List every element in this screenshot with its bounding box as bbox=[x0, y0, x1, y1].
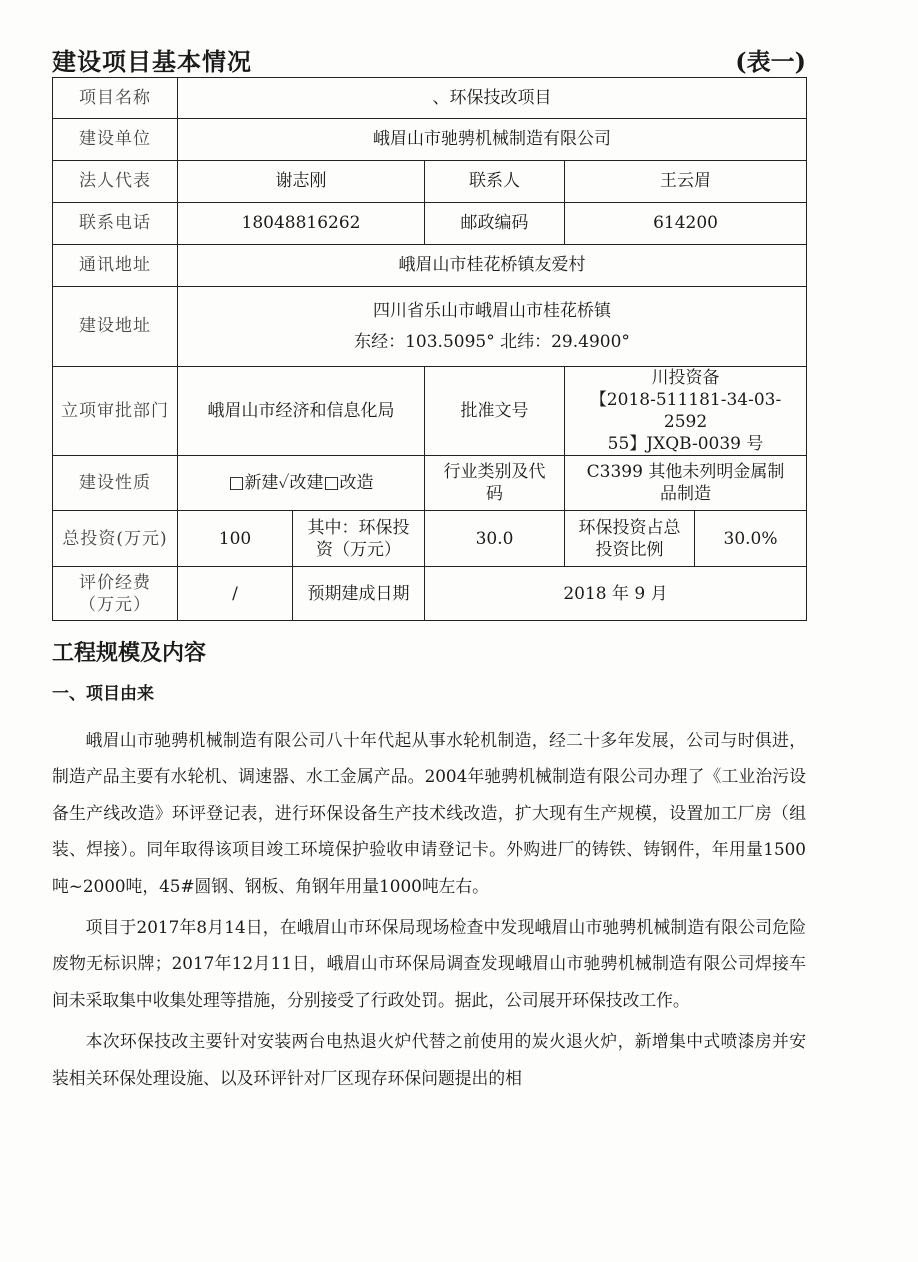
table-row bbox=[53, 511, 807, 567]
eval-fee-label bbox=[53, 567, 178, 621]
section-title: 工程规模及内容 bbox=[52, 641, 207, 666]
approval-doc-label: 批准文号 bbox=[425, 367, 565, 456]
postcode-value: 614200 bbox=[565, 203, 807, 245]
approval-doc-line-1: 川投资备 bbox=[651, 368, 720, 388]
project-name-value: 、环保技改项目 bbox=[178, 78, 807, 119]
table-row bbox=[53, 203, 807, 245]
site-value bbox=[178, 287, 807, 367]
project-name-label: 项目名称 bbox=[53, 78, 178, 119]
industry-value bbox=[565, 456, 807, 511]
eval-fee-label-line-1: 评价经费 bbox=[79, 572, 151, 593]
env-invest-value: 30.0 bbox=[425, 511, 565, 567]
site-line-1: 四川省乐山市峨眉山市桂花桥镇 bbox=[373, 301, 612, 322]
paragraph: 项目于2017年8月14日，在峨眉山市环保局现场检查中发现峨眉山市驰骋机械制造有限公司危险废物无标识牌；2017年12月11日，峨眉山市环保局调查发现峨眉山市驰骋机械制造有限公司焊接车间未采取集中收集处理等措施，分别接受了行政处罚。据此，公司展开环保技改工作。 bbox=[52, 917, 806, 1010]
env-invest-label-line-2: 资（万元） bbox=[316, 539, 401, 560]
legal-rep-label: 法人代表 bbox=[53, 161, 178, 203]
env-invest-label-line-1: 其中：环保投 bbox=[307, 517, 410, 538]
eval-fee-label-line-2: （万元） bbox=[79, 594, 151, 615]
industry-label-line-2: 码 bbox=[486, 484, 503, 505]
table-row bbox=[53, 367, 807, 456]
site-line-2: 东经：103.5095° 北纬：29.4900° bbox=[354, 331, 630, 352]
total-invest-label: 总投资(万元) bbox=[53, 511, 178, 567]
approval-dept-label: 立项审批部门 bbox=[53, 367, 178, 456]
table-row bbox=[53, 287, 807, 367]
table-number-tag: (表一) bbox=[735, 47, 806, 76]
mail-address-label: 通讯地址 bbox=[53, 245, 178, 287]
approval-doc-line-3: 55】JXQB-0039 号 bbox=[607, 434, 764, 455]
document-title: 建设项目基本情况 bbox=[52, 48, 252, 76]
postcode-label: 邮政编码 bbox=[425, 203, 565, 245]
section-subtitle: 一、项目由来 bbox=[52, 684, 154, 704]
project-info-table bbox=[52, 77, 807, 621]
nature-value: □新建✓改建□改造 bbox=[178, 456, 425, 511]
table-row bbox=[53, 567, 807, 621]
nature-label: 建设性质 bbox=[53, 456, 178, 511]
section-body bbox=[52, 722, 806, 1101]
paragraph: 本次环保技改主要针对安装两台电热退火炉代替之前使用的炭火退火炉，新增集中式喷漆房并安装相关环保处理设施、以及环评针对厂区现存环保问题提出的相 bbox=[52, 1031, 806, 1088]
industry-line-2: 品制造 bbox=[660, 484, 712, 505]
phone-label: 联系电话 bbox=[53, 203, 178, 245]
env-ratio-value: 30.0% bbox=[695, 511, 807, 567]
contact-value: 王云眉 bbox=[565, 161, 807, 203]
approval-dept-value: 峨眉山市经济和信息化局 bbox=[178, 367, 425, 456]
builder-label: 建设单位 bbox=[53, 119, 178, 161]
env-ratio-label bbox=[565, 511, 695, 567]
env-invest-label bbox=[293, 511, 425, 567]
mail-address-value: 峨眉山市桂花桥镇友爱村 bbox=[178, 245, 807, 287]
contact-label: 联系人 bbox=[425, 161, 565, 203]
site-label: 建设地址 bbox=[53, 287, 178, 367]
approval-doc-line-2: 【2018-511181-34-03-2592 bbox=[589, 390, 782, 433]
legal-rep-value: 谢志刚 bbox=[178, 161, 425, 203]
env-ratio-label-line-1: 环保投资占总 bbox=[578, 517, 681, 538]
builder-value: 峨眉山市驰骋机械制造有限公司 bbox=[178, 119, 807, 161]
paragraph: 峨眉山市驰骋机械制造有限公司八十年代起从事水轮机制造，经二十多年发展，公司与时俱进，制造产品主要有水轮机、调速器、水工金属产品。2004年驰骋机械制造有限公司办理了《工业治污设备生产线改造》环评登记表，进行环保设备生产技术线改造，扩大现有生产规模，设置加工厂房（组装、焊接）。同年取得该项目竣工环境保护验收申请登记卡。外购进厂的铸铁、铸钢件，年用量1500吨~2000吨，45#圆钢、钢板、角钢年用量1000吨左右。 bbox=[52, 730, 806, 896]
approval-doc-value bbox=[565, 367, 807, 456]
table-row bbox=[53, 78, 807, 119]
table-row bbox=[53, 119, 807, 161]
env-ratio-label-line-2: 投资比例 bbox=[595, 539, 664, 560]
phone-value: 18048816262 bbox=[178, 203, 425, 245]
eval-fee-value: / bbox=[178, 567, 293, 621]
industry-label bbox=[425, 456, 565, 511]
industry-label-line-1: 行业类别及代 bbox=[443, 462, 546, 483]
table-row bbox=[53, 245, 807, 287]
total-invest-value: 100 bbox=[178, 511, 293, 567]
completion-value: 2018 年 9 月 bbox=[425, 567, 807, 621]
table-row bbox=[53, 456, 807, 511]
industry-line-1: C3399 其他未列明金属制 bbox=[586, 462, 785, 483]
completion-label: 预期建成日期 bbox=[293, 567, 425, 621]
table-row bbox=[53, 161, 807, 203]
